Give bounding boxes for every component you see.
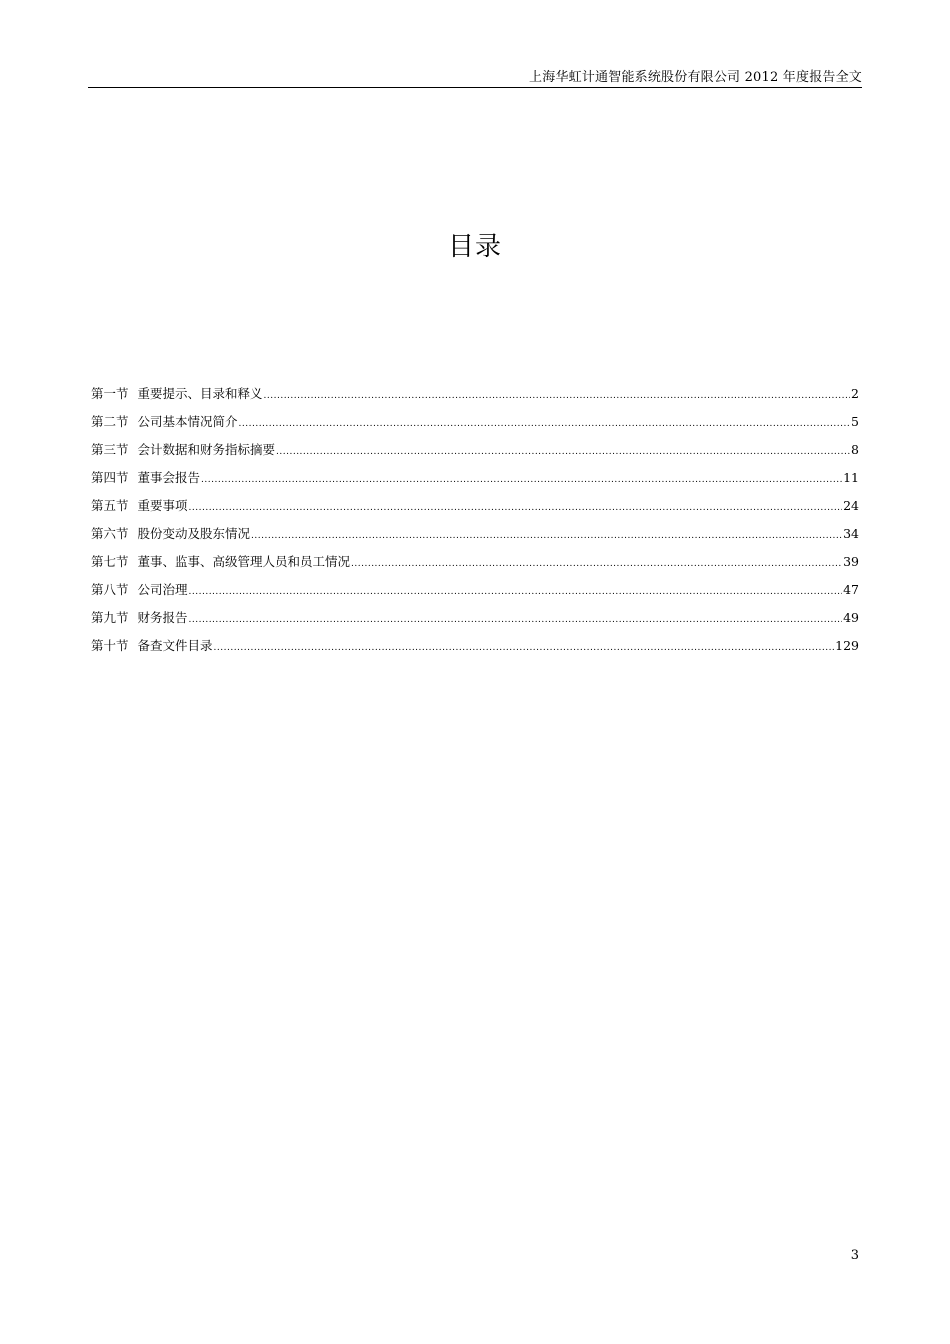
toc-page-number: 47: [843, 582, 859, 597]
toc-dot-leader: [201, 475, 842, 485]
toc-dot-leader: [239, 419, 851, 429]
toc-section-number: 第三节: [91, 442, 129, 457]
table-of-contents: [91, 384, 859, 664]
toc-page-number: 39: [843, 554, 859, 569]
toc-entry[interactable]: [91, 552, 859, 580]
page-number: 3: [850, 1248, 859, 1263]
toc-section-title: 公司治理: [137, 582, 188, 597]
toc-entry[interactable]: [91, 412, 859, 440]
toc-section-title: 公司基本情况简介: [137, 414, 238, 429]
toc-entry[interactable]: [91, 468, 859, 496]
toc-section-title: 重要提示、目录和释义: [137, 386, 263, 401]
toc-entry[interactable]: [91, 496, 859, 524]
toc-section-number: 第九节: [91, 610, 129, 625]
toc-page-number: 49: [843, 610, 859, 625]
toc-dot-leader: [189, 615, 843, 625]
toc-section-number: 第四节: [91, 470, 129, 485]
toc-section-title: 董事、监事、高级管理人员和员工情况: [137, 554, 351, 569]
toc-dot-leader: [264, 391, 851, 401]
toc-section-number: 第八节: [91, 582, 129, 597]
toc-section-title: 股份变动及股东情况: [137, 526, 251, 541]
toc-entry[interactable]: [91, 608, 859, 636]
toc-section-number: 第一节: [91, 386, 129, 401]
toc-section-title: 财务报告: [137, 610, 188, 625]
running-header: 上海华虹计通智能系统股份有限公司 2012 年度报告全文: [529, 70, 862, 85]
toc-page-number: 11: [843, 470, 859, 485]
toc-entry[interactable]: [91, 580, 859, 608]
toc-dot-leader: [189, 503, 843, 513]
toc-section-title: 备查文件目录: [137, 638, 213, 653]
toc-page-number: 34: [843, 526, 859, 541]
toc-section-number: 第六节: [91, 526, 129, 541]
page-title: 目录: [447, 232, 502, 262]
toc-section-number: 第七节: [91, 554, 129, 569]
toc-dot-leader: [276, 447, 850, 457]
toc-dot-leader: [189, 587, 843, 597]
toc-page-number: 129: [835, 638, 859, 653]
toc-entry[interactable]: [91, 524, 859, 552]
toc-page-number: 8: [851, 442, 859, 457]
toc-section-title: 重要事项: [137, 498, 188, 513]
toc-section-number: 第五节: [91, 498, 129, 513]
toc-section-title: 董事会报告: [137, 470, 201, 485]
header-divider: [88, 87, 862, 88]
toc-section-number: 第十节: [91, 638, 129, 653]
toc-page-number: 2: [851, 386, 859, 401]
toc-entry[interactable]: [91, 440, 859, 468]
toc-page-number: 5: [851, 414, 859, 429]
toc-dot-leader: [351, 559, 842, 569]
toc-dot-leader: [251, 531, 842, 541]
toc-dot-leader: [214, 643, 835, 653]
toc-section-number: 第二节: [91, 414, 129, 429]
toc-section-title: 会计数据和财务指标摘要: [137, 442, 276, 457]
toc-entry[interactable]: [91, 384, 859, 412]
toc-page-number: 24: [843, 498, 859, 513]
toc-entry[interactable]: [91, 636, 859, 664]
